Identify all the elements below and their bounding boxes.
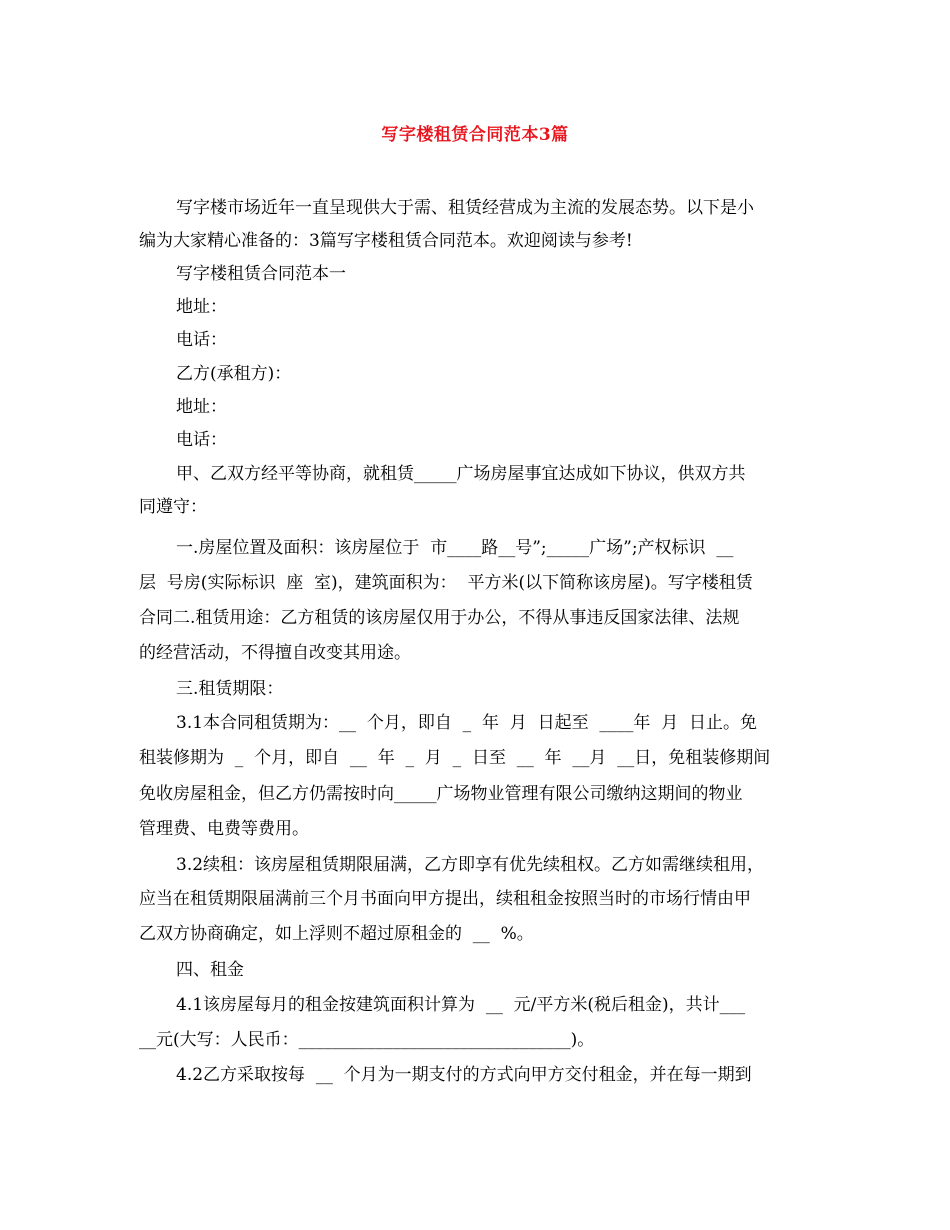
paragraph-line: 的经营活动，不得擅自改变其用途。 <box>139 643 411 663</box>
section-heading: 四、租金 <box>176 960 244 980</box>
field-label: 乙方(承租方)： <box>176 364 292 384</box>
paragraph-line: 管理费、电费等费用。 <box>139 819 309 839</box>
field-label: 电话： <box>176 330 227 350</box>
paragraph-line: 编为大家精心准备的：3篇写字楼租赁合同范本。欢迎阅读与参考! <box>139 231 633 251</box>
paragraph-line: 3.2续租：该房屋租赁期限届满，乙方即享有优先续租权。乙方如需继续租用， <box>176 855 765 875</box>
paragraph-line: 层 号房(实际标识 座 室)，建筑面积为： 平方米(以下简称该房屋)。写字楼租赁 <box>139 573 753 593</box>
paragraph-line: 一.房屋位置及面积：该房屋位于 市____路__号”;_____广场”;产权标识 __ <box>176 538 734 558</box>
paragraph-line: 应当在租赁期限届满前三个月书面向甲方提出，续租租金按照当时的市场行情由甲 <box>139 889 751 909</box>
section-heading: 三.租赁期限： <box>176 679 284 699</box>
field-label: 地址： <box>176 397 227 417</box>
field-label: 地址： <box>176 297 227 317</box>
paragraph-line: 同遵守： <box>139 497 207 517</box>
document-title: 写字楼租赁合同范本3篇 <box>381 125 569 145</box>
paragraph-line: 3.1本合同租赁期为：__ 个月，即自 _ 年 月 日起至 ____年 月 日止。免 <box>176 713 757 733</box>
paragraph-line: 乙双方协商确定，如上浮则不超过原租金的 __ %。 <box>139 924 534 944</box>
field-label: 电话： <box>176 430 227 450</box>
paragraph-line: 4.1该房屋每月的租金按建筑面积计算为 __ 元/平方米(税后租金)，共计___ <box>176 995 746 1015</box>
paragraph-line: 免收房屋租金，但乙方仍需按时向_____广场物业管理有限公司缴纳这期间的物业 <box>139 784 743 804</box>
section-heading: 写字楼租赁合同范本一 <box>176 264 346 284</box>
paragraph-line: 租装修期为 _ 个月，即自 __ 年 _ 月 _ 日至 __ 年 __月 __日，免租装修期间 <box>139 748 771 768</box>
paragraph-line: 合同二.租赁用途：乙方租赁的该房屋仅用于办公，不得从事违反国家法律、法规 <box>139 608 740 628</box>
paragraph-line: __元(大写：人民币：________________________________)。 <box>139 1030 595 1050</box>
paragraph-line: 4.2乙方采取按每 __ 个月为一期支付的方式向甲方交付租金，并在每一期到 <box>176 1065 752 1085</box>
paragraph-line: 甲、乙双方经平等协商，就租赁_____广场房屋事宜达成如下协议，供双方共 <box>176 464 746 484</box>
paragraph-line: 写字楼市场近年一直呈现供大于需、租赁经营成为主流的发展态势。以下是小 <box>176 198 754 218</box>
